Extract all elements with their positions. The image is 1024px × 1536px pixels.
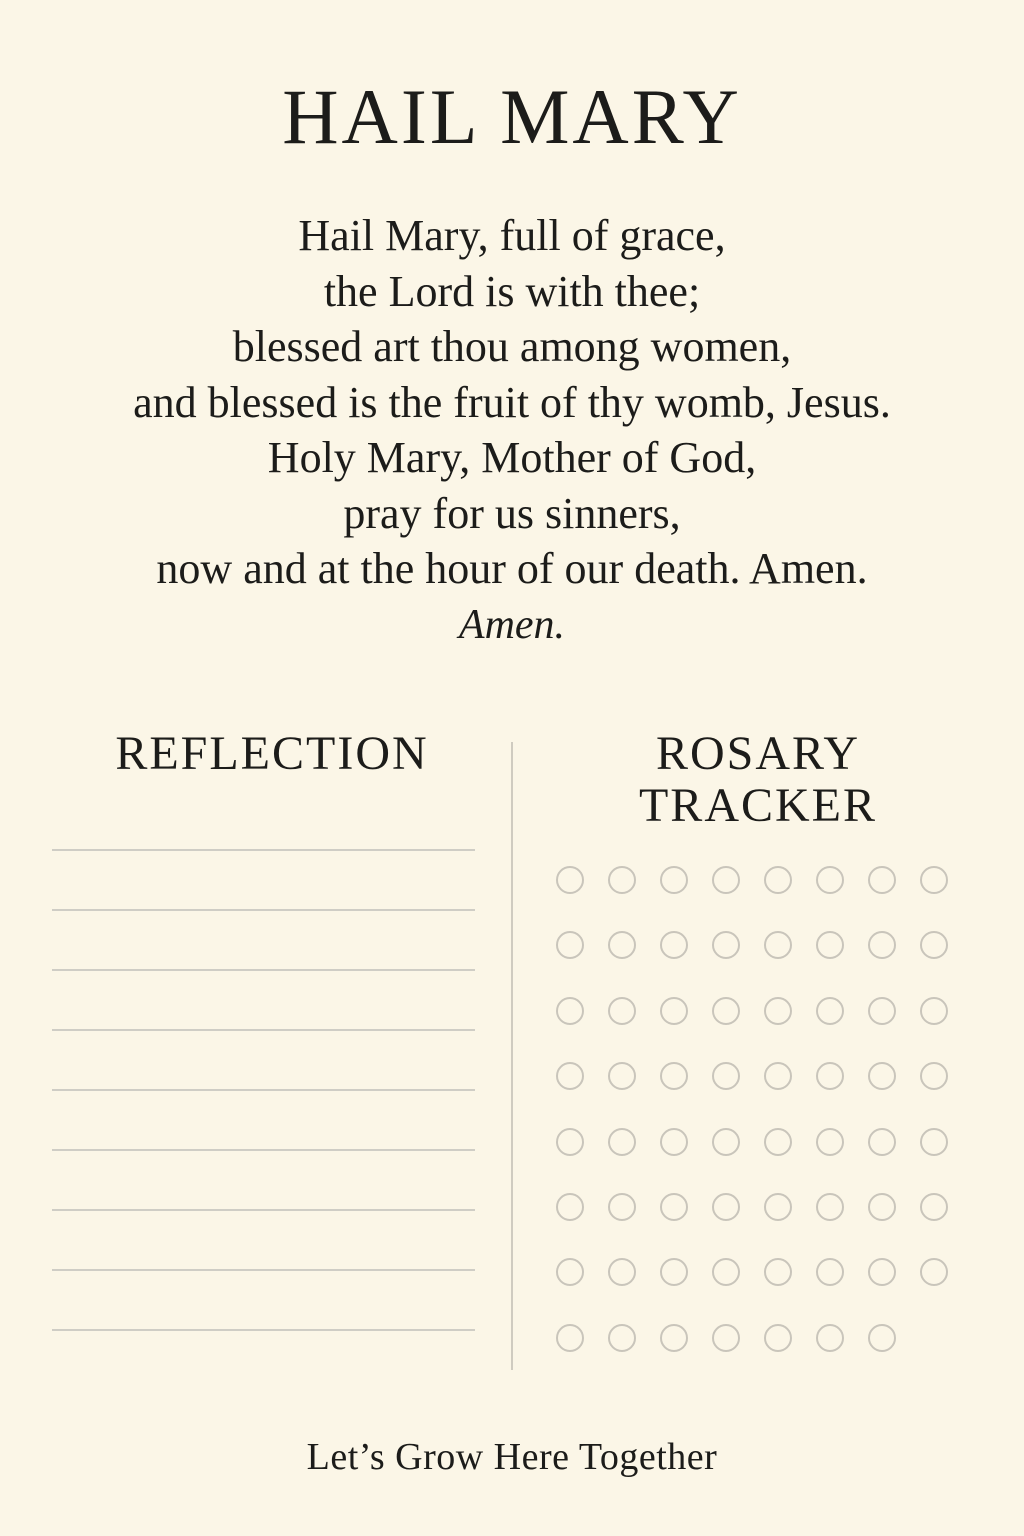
rosary-bead-checkbox[interactable] [816,997,844,1025]
reflection-writing-line [52,1089,475,1091]
rosary-bead-checkbox[interactable] [764,997,792,1025]
rosary-bead-checkbox[interactable] [660,931,688,959]
rosary-bead-checkbox[interactable] [868,866,896,894]
rosary-bead-checkbox[interactable] [556,1324,584,1352]
rosary-bead-checkbox[interactable] [764,866,792,894]
rosary-bead-checkbox[interactable] [868,1128,896,1156]
rosary-bead-checkbox[interactable] [712,997,740,1025]
rosary-bead-checkbox[interactable] [712,866,740,894]
rosary-bead-checkbox[interactable] [608,1258,636,1286]
reflection-writing-line [52,1329,475,1331]
prayer-text [0,208,1024,597]
rosary-bead-checkbox[interactable] [608,1324,636,1352]
reflection-heading: REFLECTION [115,727,429,780]
rosary-bead-checkbox[interactable] [816,866,844,894]
rosary-bead-checkbox[interactable] [712,931,740,959]
prayer-line: blessed art thou among women, [232,322,792,371]
reflection-writing-line [52,969,475,971]
bead-row [556,931,986,963]
bead-row [556,1324,986,1356]
prayer-line: and blessed is the fruit of thy womb, Jesus. [133,377,891,427]
reflection-writing-line [52,1269,475,1271]
rosary-bead-checkbox[interactable] [712,1062,740,1090]
prayer-line: Hail Mary, full of grace, [298,211,726,260]
column-divider [511,742,513,1370]
rosary-bead-checkbox[interactable] [920,1062,948,1090]
rosary-bead-checkbox[interactable] [920,1128,948,1156]
rosary-bead-checkbox[interactable] [764,1258,792,1286]
rosary-bead-checkbox[interactable] [660,866,688,894]
rosary-bead-checkbox[interactable] [660,1258,688,1286]
rosary-bead-checkbox[interactable] [868,1062,896,1090]
rosary-bead-checkbox[interactable] [712,1258,740,1286]
rosary-bead-checkbox[interactable] [660,1128,688,1156]
rosary-bead-checkbox[interactable] [608,997,636,1025]
rosary-bead-checkbox[interactable] [816,1128,844,1156]
rosary-bead-checkbox[interactable] [868,931,896,959]
rosary-bead-checkbox[interactable] [764,1128,792,1156]
footer-tagline: Let’s Grow Here Together [306,1436,718,1478]
reflection-writing-line [52,1209,475,1211]
rosary-bead-checkbox[interactable] [608,1062,636,1090]
reflection-writing-line [52,1149,475,1151]
rosary-bead-checkbox[interactable] [920,931,948,959]
rosary-bead-checkbox[interactable] [712,1193,740,1221]
page-title: HAIL MARY [282,73,742,160]
rosary-bead-checkbox[interactable] [556,1258,584,1286]
rosary-bead-checkbox[interactable] [660,997,688,1025]
rosary-bead-checkbox[interactable] [764,1062,792,1090]
rosary-bead-checkbox[interactable] [816,1324,844,1352]
reflection-writing-line [52,849,475,851]
rosary-bead-checkbox[interactable] [712,1128,740,1156]
rosary-bead-checkbox[interactable] [816,1062,844,1090]
rosary-bead-checkbox[interactable] [660,1324,688,1352]
rosary-bead-checkbox[interactable] [764,1193,792,1221]
prayer-line: now and at the hour of our death. Amen. [156,544,868,593]
rosary-bead-checkbox[interactable] [608,1193,636,1221]
rosary-bead-checkbox[interactable] [608,1128,636,1156]
rosary-bead-checkbox[interactable] [868,1258,896,1286]
rosary-bead-checkbox[interactable] [556,1128,584,1156]
rosary-bead-checkbox[interactable] [816,1193,844,1221]
rosary-bead-checkbox[interactable] [920,1193,948,1221]
rosary-bead-checkbox[interactable] [816,1258,844,1286]
rosary-bead-checkbox[interactable] [816,931,844,959]
reflection-writing-line [52,909,475,911]
rosary-bead-checkbox[interactable] [920,1258,948,1286]
rosary-tracker-heading-line: ROSARY [655,727,861,780]
rosary-bead-checkbox[interactable] [556,997,584,1025]
rosary-bead-checkbox[interactable] [556,866,584,894]
rosary-bead-checkbox[interactable] [608,931,636,959]
rosary-bead-checkbox[interactable] [764,931,792,959]
rosary-bead-checkbox[interactable] [868,1193,896,1221]
bead-row [556,1062,986,1094]
reflection-writing-area[interactable] [52,849,475,1389]
bead-row [556,997,986,1029]
rosary-tracker-heading-line: TRACKER [638,779,877,832]
rosary-bead-checkbox[interactable] [920,997,948,1025]
bead-row [556,1128,986,1160]
prayer-line: pray for us sinners, [343,488,681,538]
bead-row [556,1193,986,1225]
prayer-closing: Amen. [458,602,566,648]
rosary-bead-checkbox[interactable] [920,866,948,894]
rosary-bead-checkbox[interactable] [712,1324,740,1352]
rosary-bead-checkbox[interactable] [556,1193,584,1221]
rosary-bead-checkbox[interactable] [660,1062,688,1090]
rosary-bead-checkbox[interactable] [868,1324,896,1352]
rosary-bead-checkbox[interactable] [868,997,896,1025]
rosary-bead-checkbox[interactable] [608,866,636,894]
bead-row [556,1258,986,1290]
prayer-line: the Lord is with thee; [323,266,701,316]
rosary-bead-checkbox[interactable] [764,1324,792,1352]
rosary-bead-checkbox[interactable] [556,931,584,959]
reflection-writing-line [52,1029,475,1031]
rosary-bead-checkbox[interactable] [556,1062,584,1090]
rosary-bead-grid [556,866,986,1389]
bead-row [556,866,986,898]
prayer-line: Holy Mary, Mother of God, [267,433,757,482]
rosary-tracker-heading [540,728,976,832]
rosary-bead-checkbox[interactable] [660,1193,688,1221]
